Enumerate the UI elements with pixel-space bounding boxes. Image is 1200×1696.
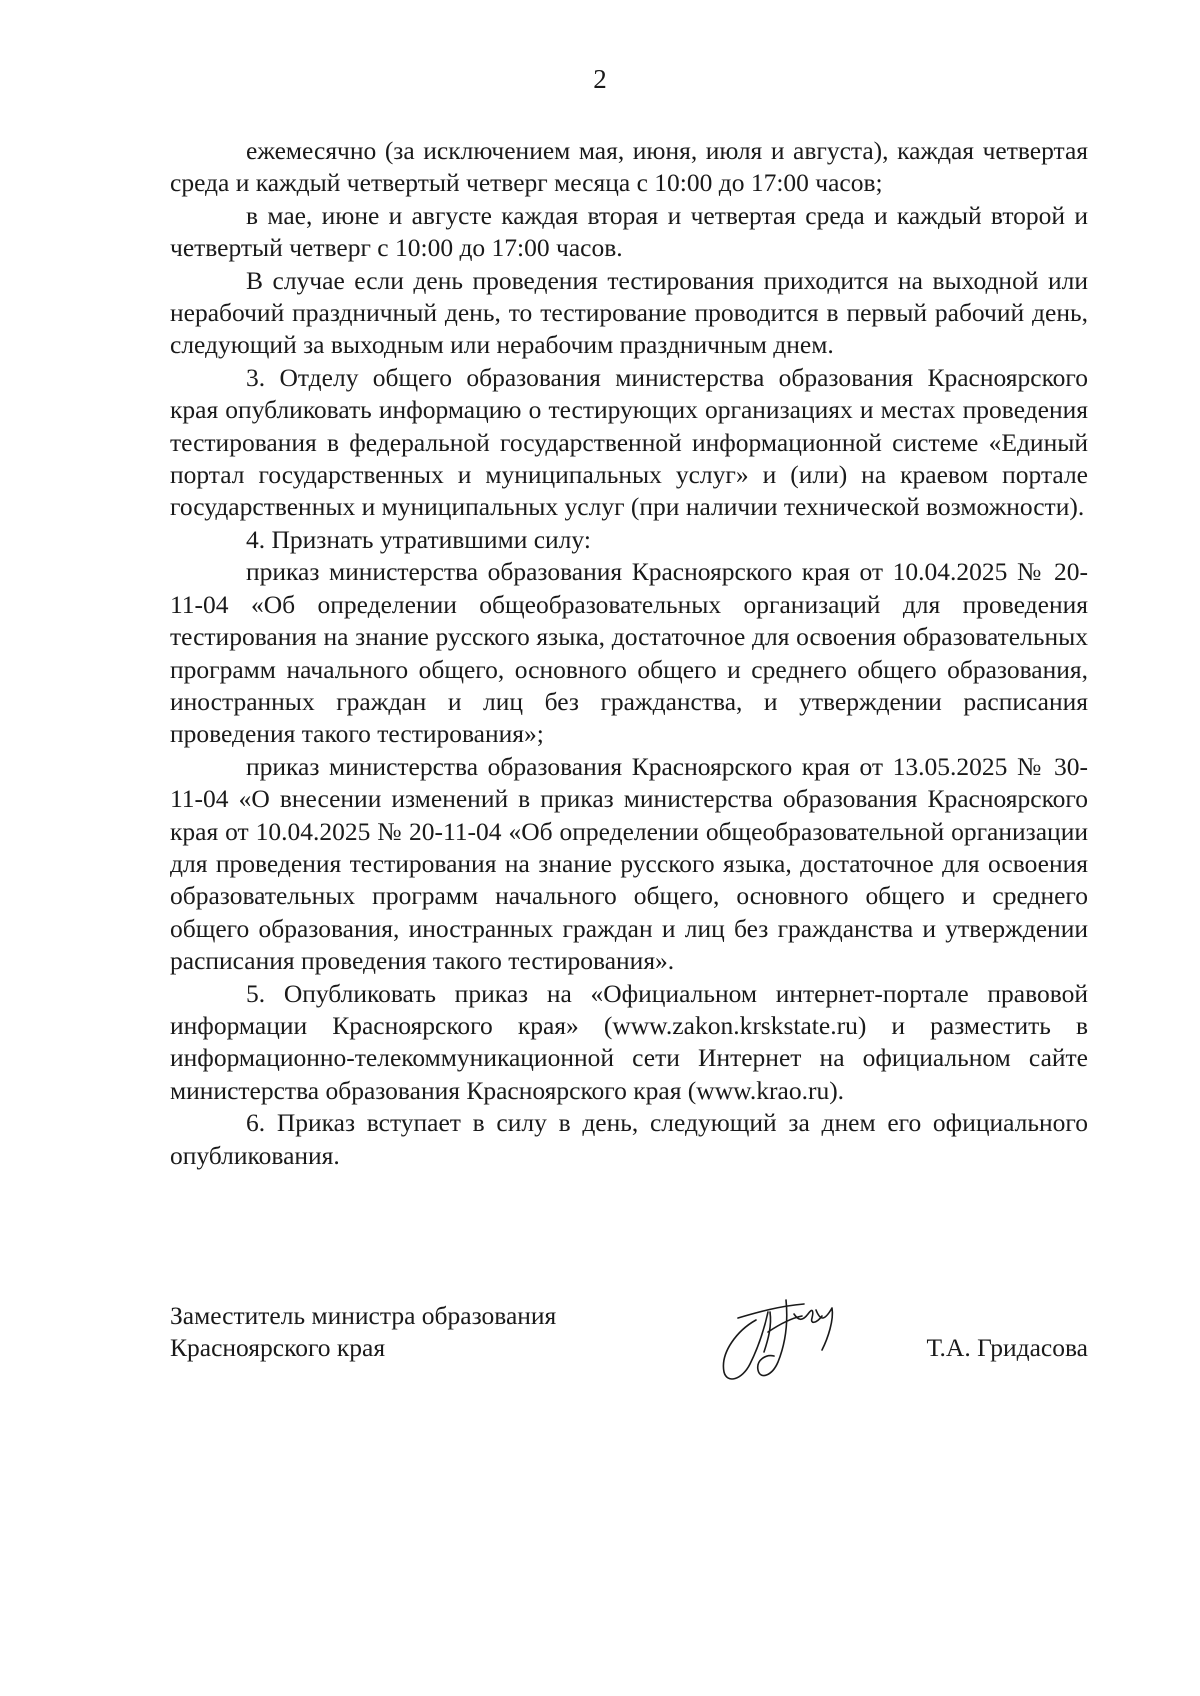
handwritten-signature — [708, 1290, 858, 1390]
paragraph-holiday-rule: В случае если день проведения тестирования приходится на выходной или нерабочий праздничный день, то тестирование проводится в первый рабочий день, следующий за выходным или нерабочим праздничным днем. — [170, 265, 1088, 360]
paragraph-schedule-summer: в мае, июне и августе каждая вторая и четвертая среда и каждый второй и четвертый четверг с 10:00 до 17:00 часов. — [170, 200, 1088, 263]
paragraph-item-5: 5. Опубликовать приказ на «Официальном интернет-портале правовой информации Красноярского края» (www.zakon.krskstate.ru) и разместить в информационно-телекоммуникационной сети Интернет на официальном сайте министерства образования Красноярского края (www.krao.ru). — [170, 978, 1088, 1105]
paragraph-item-3: 3. Отделу общего образования министерства образования Красноярского края опубликовать информацию о тестирующих организациях и местах проведения тестирования в федеральной государственной информационной системе «Единый портал государственных и муниципальных услуг» и (или) на краевом портале государственных и муниципальных услуг (при наличии технической возможности). — [170, 362, 1088, 522]
signatory-position-line-1: Заместитель министра образования — [170, 1301, 557, 1330]
page-number: 2 — [593, 64, 607, 94]
signature-block — [170, 1300, 1088, 1390]
signatory-position — [170, 1300, 630, 1365]
paragraph-repealed-order-2: приказ министерства образования Красноярского края от 13.05.2025 № 30-11-04 «О внесении изменений в приказ министерства образования Красноярского края от 10.04.2025 № 20-11-04 «Об определении общеобразовательной организации для проведения тестирования на знание русского языка, достаточное для освоения образовательных программ начального общего, основного общего и среднего общего образования, иностранных граждан и лиц без гражданства и утверждении расписания проведения такого тестирования». — [170, 751, 1088, 976]
paragraph-item-4: 4. Признать утратившими силу: — [246, 524, 591, 554]
signatory-name: Т.А. Гридасова — [926, 1333, 1088, 1362]
signatory-position-line-2: Красноярского края — [170, 1333, 386, 1363]
paragraph-schedule-monthly: ежемесячно (за исключением мая, июня, июля и августа), каждая четвертая среда и каждый четвертый четверг месяца с 10:00 до 17:00 часов; — [170, 136, 1088, 198]
document-body — [170, 135, 1088, 1172]
paragraph-item-6: 6. Приказ вступает в силу в день, следующий за днем его официального опубликования. — [170, 1108, 1088, 1170]
paragraph-repealed-order-1: приказ министерства образования Красноярского края от 10.04.2025 № 20-11-04 «Об определении общеобразовательных организаций для проведения тестирования на знание русского языка, достаточное для освоения образовательных программ начального общего, основного общего и среднего общего образования, иностранных граждан и лиц без гражданства, и утверждении расписания проведения такого тестирования»; — [170, 557, 1088, 749]
